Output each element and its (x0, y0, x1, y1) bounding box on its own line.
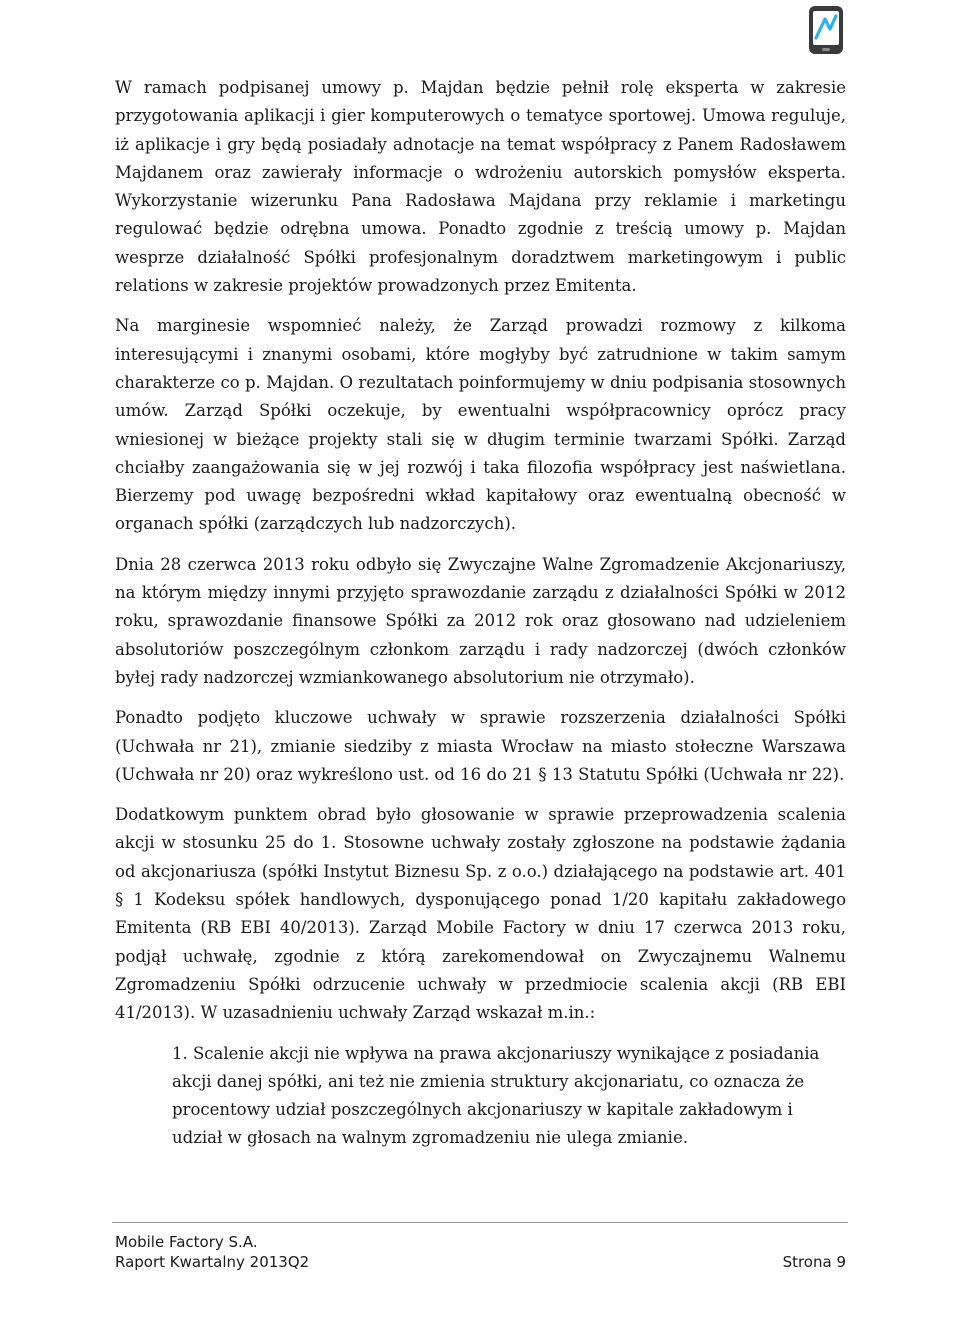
footer-report: Raport Kwartalny 2013Q2 (115, 1253, 310, 1271)
numbered-list (172, 1040, 846, 1153)
paragraph: Ponadto podjęto kluczowe uchwały w sprawie rozszerzenia działalności Spółki (Uchwała nr 21), zmianie siedziby z miasta Wrocław na miasto stołeczne Warszawa (Uchwała nr 20) oraz wykreślono ust. od 16 do 21 § 13 Statutu Spółki (Uchwała nr 22). (115, 708, 846, 784)
page-number: Strona 9 (782, 1253, 846, 1271)
page-footer (115, 1232, 846, 1272)
paragraph: Na marginesie wspomnieć należy, że Zarząd prowadzi rozmowy z kilkoma interesującymi i znanymi osobami, które mogłyby być zatrudnione w takim samym charakterze co p. Majdan. O rezultatach poinformujemy w dniu podpisania stosownych umów. Zarząd Spółki oczekuje, by ewentualni współpracownicy oprócz pracy wniesionej w bieżące projekty stali się w długim terminie twarzami Spółki. Zarząd chciałby zaangażowania się w jej rozwój i taka filozofia współpracy jest naświetlana. Bierzemy pod uwagę bezpośredni wkład kapitałowy oraz ewentualną obecność w organach spółki (zarządczych lub nadzorczych). (115, 316, 846, 534)
footer-divider (112, 1222, 848, 1223)
mobile-phone-logo-icon (806, 4, 846, 56)
document-body (115, 74, 846, 1153)
paragraph: W ramach podpisanej umowy p. Majdan będzie pełnił rolę eksperta w zakresie przygotowania aplikacji i gier komputerowych o tematyce sportowej. Umowa reguluje, iż aplikacje i gry będą posiadały adnotacje na temat współpracy z Panem Radosławem Majdanem oraz zawierały informacje o wdrożeniu autorskich pomysłów eksperta. Wykorzystanie wizerunku Pana Radosława Majdana przy reklamie i marketingu regulować będzie odrębna umowa. Ponadto zgodnie z treścią umowy p. Majdan wesprze działalność Spółki profesjonalnym doradztwem marketingowym i public relations w zakresie projektów prowadzonych przez Emitenta. (115, 78, 846, 296)
paragraph: Dnia 28 czerwca 2013 roku odbyło się Zwyczajne Walne Zgromadzenie Akcjonariuszy, na którym między innymi przyjęto sprawozdanie zarządu z działalności Spółki w 2012 roku, sprawozdanie finansowe Spółki za 2012 rok oraz głosowano nad udzieleniem absolutoriów poszczególnym członkom zarządu i rady nadzorczej (dwóch członków byłej rady nadzorczej wzmiankowanego absolutorium nie otrzymało). (115, 554, 846, 687)
footer-company: Mobile Factory S.A. (115, 1233, 258, 1251)
list-item: 1. Scalenie akcji nie wpływa na prawa akcjonariuszy wynikające z posiadania akcji danej spółki, ani też nie zmienia struktury akcjonariatu, co oznacza że procentowy udział poszczególnych akcjonariuszy w kapitale zakładowym i udział w głosach na walnym zgromadzeniu nie ulega zmianie. (172, 1043, 820, 1148)
paragraph: Dodatkowym punktem obrad było głosowanie w sprawie przeprowadzenia scalenia akcji w stosunku 25 do 1. Stosowne uchwały zostały zgłoszone na podstawie żądania od akcjonariusza (spółki Instytut Biznesu Sp. z o.o.) działającego na podstawie art. 401 § 1 Kodeksu spółek handlowych, dysponującego ponad 1/20 kapitału zakładowego Emitenta (RB EBI 40/2013). Zarząd Mobile Factory w dniu 17 czerwca 2013 roku, podjął uchwałę, zgodnie z którą zarekomendował on Zwyczajnemu Walnemu Zgromadzeniu Spółki odrzucenie uchwały w przedmiocie scalenia akcji (RB EBI 41/2013). W uzasadnieniu uchwały Zarząd wskazał m.in.: (115, 805, 846, 1023)
